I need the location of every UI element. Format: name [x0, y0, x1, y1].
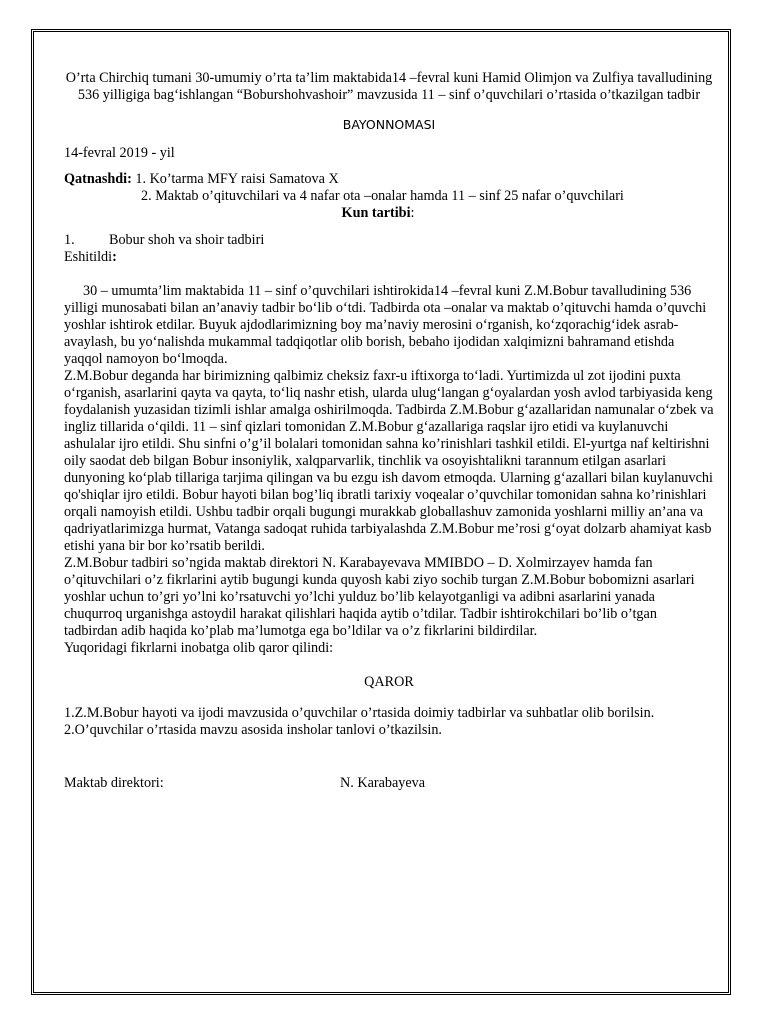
participants-colon: : — [127, 171, 132, 187]
participant-1: 1. Ko’tarma MFY raisi Samatova X — [131, 171, 339, 187]
participants-section — [64, 171, 714, 205]
document-body — [64, 70, 714, 792]
paragraph-4: Yuqoridagi fikrlarni inobatga olib qaror qilindi: — [64, 640, 334, 656]
participant-2: 2. Maktab o’qituvchilari va 4 nafar ota –onalar hamda 11 – sinf 25 nafar o’quvchilari — [141, 188, 624, 204]
heard-heading — [64, 249, 714, 266]
heard-label: Eshitildi — [64, 249, 113, 265]
decision-item-2: 2.O’quvchilar o’rtasida mavzu asosida insholar tanlovi o’tkazilsin. — [64, 722, 442, 738]
agenda-colon: : — [410, 205, 415, 221]
agenda-item-number: 1. — [64, 232, 75, 248]
body-text — [64, 283, 714, 657]
decision-heading: QAROR — [364, 674, 414, 690]
agenda-heading — [202, 205, 478, 222]
agenda-label: Kun tartibi — [341, 205, 411, 221]
document-heading: BAYONNOMASI — [342, 117, 436, 132]
paragraph-3: Z.M.Bobur tadbiri so’ngida maktab direktori N. Karabayevava MMIBDO – D. Xolmirzayev hamda fan o’qituvchilari o’z fikrlarini aytib bugungi kunda quyosh kabi ziyo sochib turgan Z.M.Bobur bobomizni asarlari yoshlar uchun to’gri yo’lni ko’rsatuvchi yo’lchi yulduz bo’lib kelayotganligi va adibni asarlarini yanada chuqurroq urganishga astoydil harakat qilishlari haqida aytib o’tdilar. Tadbir ishtirokchilari bo’lib o’tgan tadbirdan adib haqida ko’plab ma’lumotga ega bo’ldilar va o’z fikrlarini bildirdilar. — [64, 555, 695, 639]
agenda-item-text: Bobur shoh va shoir tadbiri — [109, 232, 265, 248]
paragraph-2: Z.M.Bobur deganda har birimizning qalbimiz cheksiz faxr-u iftixorga to‘ladi. Yurtimizda ul zot ijodini puxta o‘rganish, asarlarini qayta va qayta, to‘liq nashr etish, ularda ulug‘langan g‘oyalardan yosh avlod tarbiyasida keng foydalanish yuzasidan tizimli ishlar amalga oshirilmoqda. Tadbirda Z.M.Bobur g‘azallaridan namunalar o‘zbek va ingliz tillarida o‘qildi. 11 – sinf qizlari tomonidan Z.M.Bobur g‘azallariga raqslar ijro etidi va kuylanuvchi ashulalar ijro etildi. Shu sinfni o’g’il bolalari tomonidan sahna ko’rinishlari tashkil etildi. El-yurtga naf keltirishni oily saodat deb bilgan Bobur insoniylik, xalqparvarlik, tinchlik va osoyishtalikni tarannum etilgan asarlari dunyoning ko‘plab tillariga tarjima qilingan va bu ezgu ish davom etmoqda. Ularning g‘azallari bilan kuylanuvchi qo'shiqlar ijro etildi. Bobur hayoti bilan bog’liq ibratli tarixiy voqealar o’quvchilar tomonidan sahna ko’rinishlari orqali namoyish etildi. Ushbu tadbir orqali bugungi murakkab globallashuv zamonida yoshlarni milliy an’ana va qadriyatlarimizga hurmat, Vatanga sadoqat ruhida tarbiyalashda Z.M.Bobur me’rosi g‘oyat dolzarb ahamiyat kasb etishi yana bir bor ko’rsatib berildi. — [64, 368, 714, 554]
participants-label: Qatnashdi — [64, 171, 128, 187]
document-date: 14-fevral 2019 - yil — [64, 145, 175, 161]
paragraph-1: 30 – umumta’lim maktabida 11 – sinf o’quvchilari ishtirokida14 –fevral kuni Z.M.Bobur tavalludining 536 yilligi munosabati bilan an’anaviy tadbir bo‘lib o‘tdi. Tadbirda ota –onalar va maktab o’qituvchi hamda o’quvchi yoshlar ishtirok etdilar. Buyuk ajdodlarimizning boy ma’naviy merosini o‘rganish, ko‘zqorachig‘idek asrab-avaylash, bu yo‘nalishda mukammal tadqiqotlar olib borish, bebaho ijodidan xalqimizni bahramand etishda yaqqol namoyon bo‘lmoqda. — [64, 283, 707, 367]
decision-item-1: 1.Z.M.Bobur hayoti va ijodi mavzusida o’quvchilar o’rtasida doimiy tadbirlar va suhbatlar olib borilsin. — [64, 705, 655, 721]
signature-name: N. Karabayeva — [340, 775, 426, 791]
signature-row — [64, 775, 714, 792]
decision-list — [64, 705, 714, 739]
agenda-item-1 — [64, 232, 714, 249]
heard-colon: : — [112, 249, 117, 265]
signature-role: Maktab direktori: — [64, 775, 164, 791]
document-title: O’rta Chirchiq tumani 30-umumiy o’rta ta’lim maktabida14 –fevral kuni Hamid Olimjon va Zulfiya tavalludining 536 yilligiga bag‘ishlangan “Boburshohvashoir” mavzusida 11 – sinf o’quvchilari o’rtasida o’tkazilgan tadbir — [65, 70, 713, 103]
participants-row-1 — [64, 171, 714, 188]
